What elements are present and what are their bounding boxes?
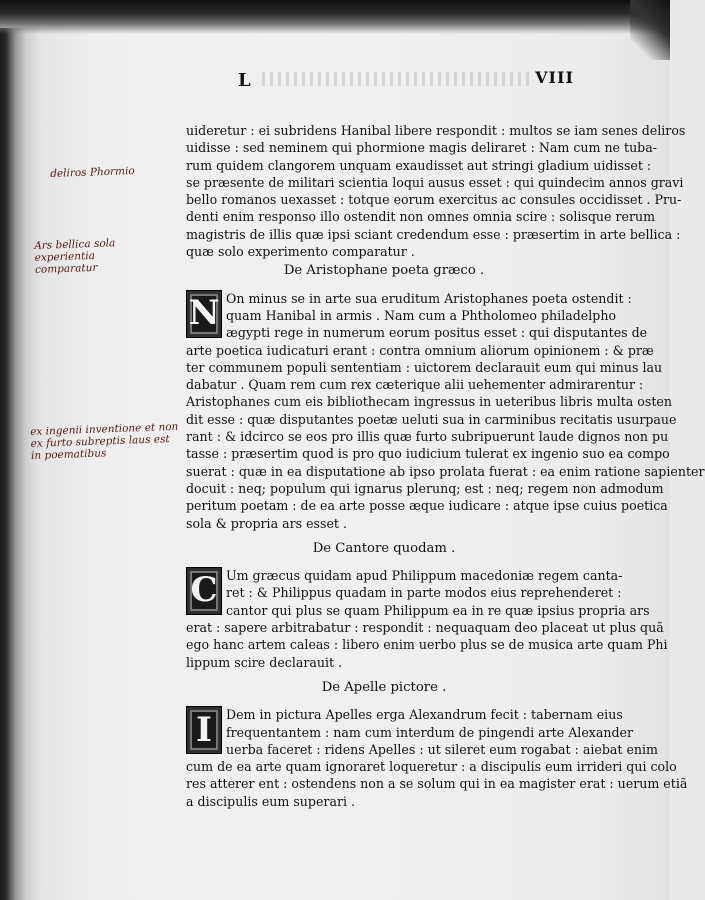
book-spine-shadow	[0, 28, 40, 900]
text-line: se præsente de militari scientia loqui ausus esset : qui quindecim annos gravi	[186, 174, 684, 190]
text-line: frequentantem : nam cum interdum de pingendi arte Alexander	[226, 724, 634, 740]
text-line: On minus se in arte sua eruditum Aristophanes poeta ostendit :	[226, 290, 632, 306]
folio-number: VIII	[535, 68, 574, 87]
section-aristophanes	[186, 290, 705, 532]
text-line: a discipulis eum superari .	[186, 793, 356, 809]
text-line: suerat : quæ in ea disputatione ab ipso prolata fuerat : ea enim ratione sapienter	[186, 463, 705, 479]
ornamental-initial: N	[186, 290, 222, 338]
text-line: arte poetica iudicaturi erant : contra omnium aliorum opinionem : & præ	[186, 342, 654, 358]
text-line: sola & propria ars esset .	[186, 515, 347, 531]
text-line: uideretur : ei subridens Hanibal libere respondit : multos se iam senes deliros	[186, 123, 686, 138]
section-cantor	[186, 567, 668, 671]
text-line: res atterer ent : ostendens non a se solum qui in ea magister erat : uerum etiã	[186, 776, 688, 792]
text-line: ego hanc artem caleas : libero enim uerbo plus se de musica arte quam Phi	[186, 637, 668, 653]
text-line: Dem in pictura Apelles erga Alexandrum fecit : tabernam eius	[226, 707, 623, 723]
text-line: bello romanos uexasset : totque eorum exercitus ac consules occidisset . Pru-	[186, 192, 682, 208]
text-line: peritum poetam : de ea arte posse æque iudicare : atque ipse cuius poetica	[186, 498, 668, 514]
text-line: ter communem populi sententiam : uictorem declarauit eum qui minus lau	[186, 359, 663, 375]
ornamental-initial: C	[186, 567, 222, 615]
section-heading: De Apelle pictore .	[321, 679, 447, 695]
margin-note-1: deliros Phormio	[50, 165, 135, 180]
section-heading: De Aristophane poeta græco .	[283, 263, 485, 279]
text-line: erat : sapere arbitrabatur : respondit : nequaquam deo placeat ut plus quã	[186, 620, 664, 636]
body-text	[186, 122, 705, 810]
text-line: magistris de illis quæ ipsi sciant credendum esse : præsertim in arte bellica :	[186, 226, 681, 242]
text-line: uerba faceret : ridens Apelles : ut sileret eum rogabat : aiebat enim	[226, 741, 658, 757]
text-line: docuit : neq; populum qui ignarus plerunq; est : neq; regem non admodum	[186, 480, 664, 496]
text-line: cantor qui plus se quam Philippum ea in re quæ ipsius propria ars	[226, 602, 650, 618]
text-line: denti enim responso illo ostendit non omnes omnia scire : solisque rerum	[186, 209, 656, 225]
text-line: rant : & idcirco se eos pro illis quæ furto subripuerunt laude dignos non pu	[186, 429, 669, 445]
text-line: uidisse : sed neminem qui phormione magis deliraret : Nam cum ne tuba-	[186, 140, 658, 156]
text-line: ret : & Philippus quadam in parte modos eius reprehenderet :	[226, 585, 622, 601]
text-line: Um græcus quidam apud Philippum macedoniæ regem canta-	[226, 568, 623, 584]
section-apelles	[186, 706, 688, 810]
text-line: dabatur . Quam rem cum rex cæterique alii uehementer admirarentur :	[186, 377, 644, 393]
text-line: lippum scire declarauit .	[186, 654, 343, 670]
top-edge-shadow	[0, 0, 670, 34]
text-line: cum de ea arte quam ignoraret loqueretur : a discipulis eum irrideri qui colo	[186, 759, 677, 775]
text-line: rum quidem clangorem unquam exaudisset aut stringi gladium uidisset :	[186, 157, 652, 173]
text-line: quam Hanibal in armis . Nam cum a Phtholomeo philadelpho	[226, 307, 617, 323]
faded-running-head	[262, 72, 532, 86]
intro-paragraph	[186, 122, 686, 260]
text-line: quæ solo experimento comparatur .	[186, 244, 415, 260]
text-line: dit esse : quæ disputantes poetæ ueluti sua in carminibus recitatis usurpaue	[186, 411, 677, 427]
margin-note-2: Ars bellica sola experientia comparatur	[34, 237, 116, 276]
ornamental-initial: I	[186, 706, 222, 754]
text-line: Aristophanes cum eis bibliothecam ingressus in ueteribus libris multa osten	[186, 394, 672, 410]
text-line: tasse : præsertim quod is pro quo iudicium tulerat ex ingenio suo ea compo	[186, 446, 670, 462]
margin-note-3: ex ingenii inventione et non ex furto subreptis laus est in poematibus	[30, 420, 179, 462]
text-line: ægypti rege in numerum eorum positus esset : qui disputantes de	[226, 325, 648, 341]
section-heading: De Cantore quodam .	[312, 540, 456, 556]
running-head-left: L	[238, 70, 251, 91]
